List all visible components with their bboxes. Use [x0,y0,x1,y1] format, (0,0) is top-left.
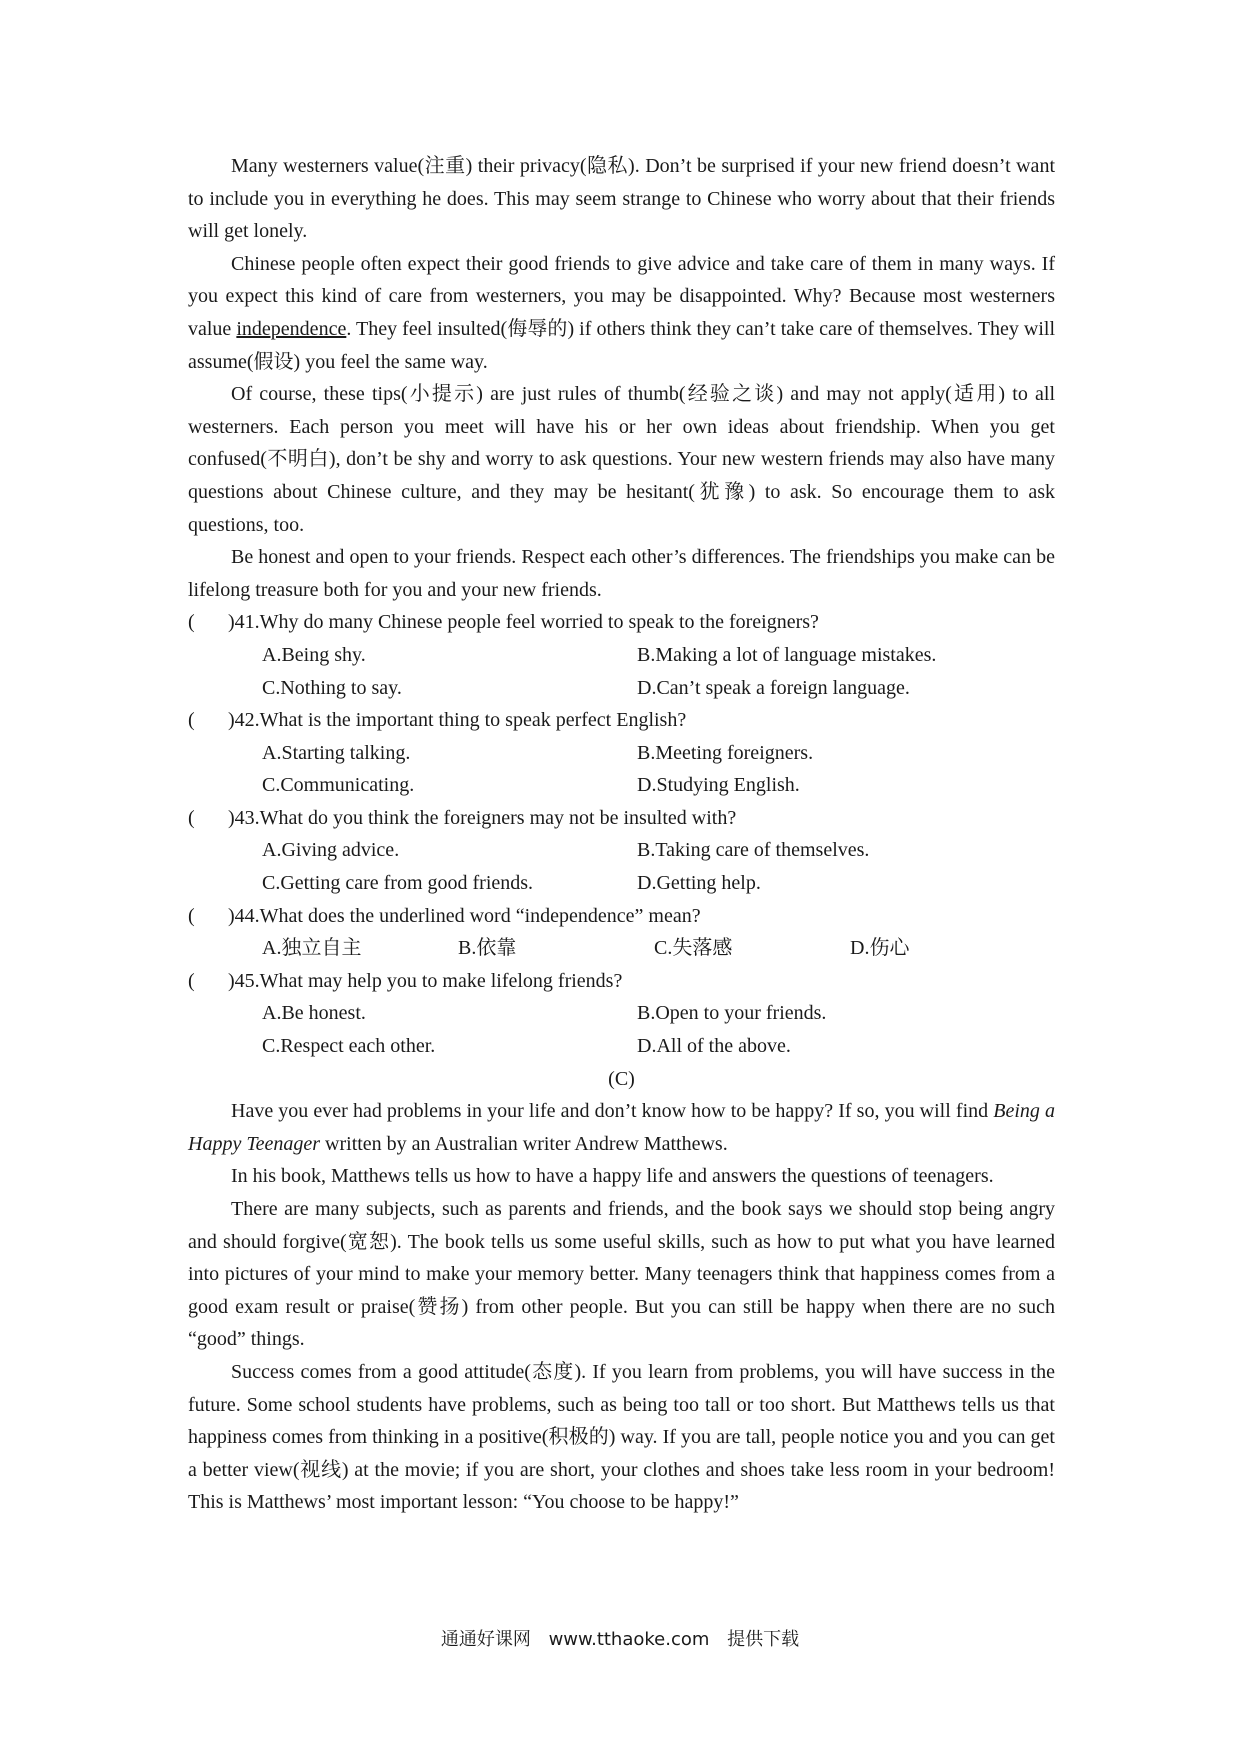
question-stem: )44.What does the underlined word “independence” mean? [228,904,701,927]
question-stem: )45.What may help you to make lifelong friends? [228,969,623,992]
question-44 [188,900,1055,965]
option-c: C.Respect each other. [262,1035,436,1058]
option-c: C.失落感 [654,937,733,960]
question-stem: )41.Why do many Chinese people feel worried to speak to the foreigners? [228,611,819,634]
option-a: A.Be honest. [262,1002,366,1025]
option-a: A.Starting talking. [262,741,411,764]
option-d: D.Getting help. [637,872,761,895]
passage-c-paragraph-3: There are many subjects, such as parents and friends, and the book says we should stop being angry and should forgive(宽恕). The book tells us some useful skills, such as how to put what you have learned into pictures of your mind to make your memory better. Many teenagers think that happiness comes from a good exam result or praise(赞扬) from other people. But you can still be happy when there are no such “good” things. [188,1198,1055,1351]
answer-blank[interactable]: ( [188,611,195,634]
answer-blank[interactable]: ( [188,806,195,829]
passage-b-paragraph-1: Many westerners value(注重) their privacy(隐私). Don’t be surprised if your new friend doesn’t want to include you in everything he does. This may seem strange to Chinese who worry about that their friends will get lonely. [188,155,1055,243]
book-title: Being a Happy Teenager [188,1100,1055,1155]
option-b: B.依靠 [458,937,517,960]
passage-c-paragraph-2: In his book, Matthews tells us how to have a happy life and answers the questions of teenagers. [231,1165,994,1188]
option-a: A.独立自主 [262,937,362,960]
passage-b-paragraph-4: Be honest and open to your friends. Respect each other’s differences. The friendships you make can be lifelong treasure both for you and your new friends. [188,546,1055,601]
underlined-word: independence [236,317,347,340]
passage-c-paragraph-4: Success comes from a good attitude(态度). If you learn from problems, you will have success in the future. Some school students have problems, such as being too tall or too short. But Matthews tells us that happiness comes from thinking in a positive(积极的) way. If you are tall, people notice you and you can get a better view(视线) at the movie; if you are short, your clothes and shoes take less room in your bedroom! This is Matthews’ most important lesson: “You choose to be happy!” [188,1360,1055,1514]
answer-blank[interactable]: ( [188,904,195,927]
option-d: D.All of the above. [637,1035,791,1058]
passage-b-paragraph-3: Of course, these tips(小提示) are just rules of thumb(经验之谈) and may not apply(适用) to all westerners. Each person you meet will have his or her own ideas about friendship. When you get confused(不明白), don’t be shy and worry to ask questions. Your new western friends may also have many questions about Chinese culture, and they may be hesitant(犹豫) to ask. So encourage them to ask questions, too. [188,383,1055,536]
passage-c-paragraph-1: Have you ever had problems in your life and don’t know how to be happy? If so, you will find Being a Happy Teenager written by an Australian writer Andrew Matthews. [188,1100,1055,1155]
option-b: B.Taking care of themselves. [637,839,870,862]
option-b: B.Making a lot of language mistakes. [637,643,937,666]
footer-url[interactable]: www.tthaoke.com [548,1629,710,1650]
option-c: C.Nothing to say. [262,676,402,699]
option-d: D.Studying English. [637,774,800,797]
question-stem: )43.What do you think the foreigners may not be insulted with? [228,806,737,829]
passage-b-paragraph-2: Chinese people often expect their good friends to give advice and take care of them in many ways. If you expect this kind of care from westerners, you may be disappointed. Why? Because most westerners value independence. They feel insulted(侮辱的) if others think they can’t take care of themselves. They will assume(假设) you feel the same way. [188,252,1056,373]
question-stem: )42.What is the important thing to speak perfect English? [228,709,687,732]
footer-note: 提供下载 [727,1629,800,1650]
answer-blank[interactable]: ( [188,969,195,992]
option-c: C.Communicating. [262,774,415,797]
question-45 [188,965,1055,1063]
question-42 [188,704,1055,802]
option-b: B.Open to your friends. [637,1002,827,1025]
option-c: C.Getting care from good friends. [262,872,534,895]
option-a: A.Giving advice. [262,839,400,862]
page-footer [0,1625,1240,1651]
option-a: A.Being shy. [262,643,366,666]
footer-site-name: 通通好课网 [440,1629,531,1650]
question-41 [188,606,1055,704]
answer-blank[interactable]: ( [188,709,195,732]
section-c-title: (C) [608,1067,635,1090]
option-d: D.伤心 [850,937,910,960]
option-d: D.Can’t speak a foreign language. [637,676,910,699]
question-43 [188,802,1055,900]
option-b: B.Meeting foreigners. [637,741,814,764]
page-content [188,150,1055,1519]
